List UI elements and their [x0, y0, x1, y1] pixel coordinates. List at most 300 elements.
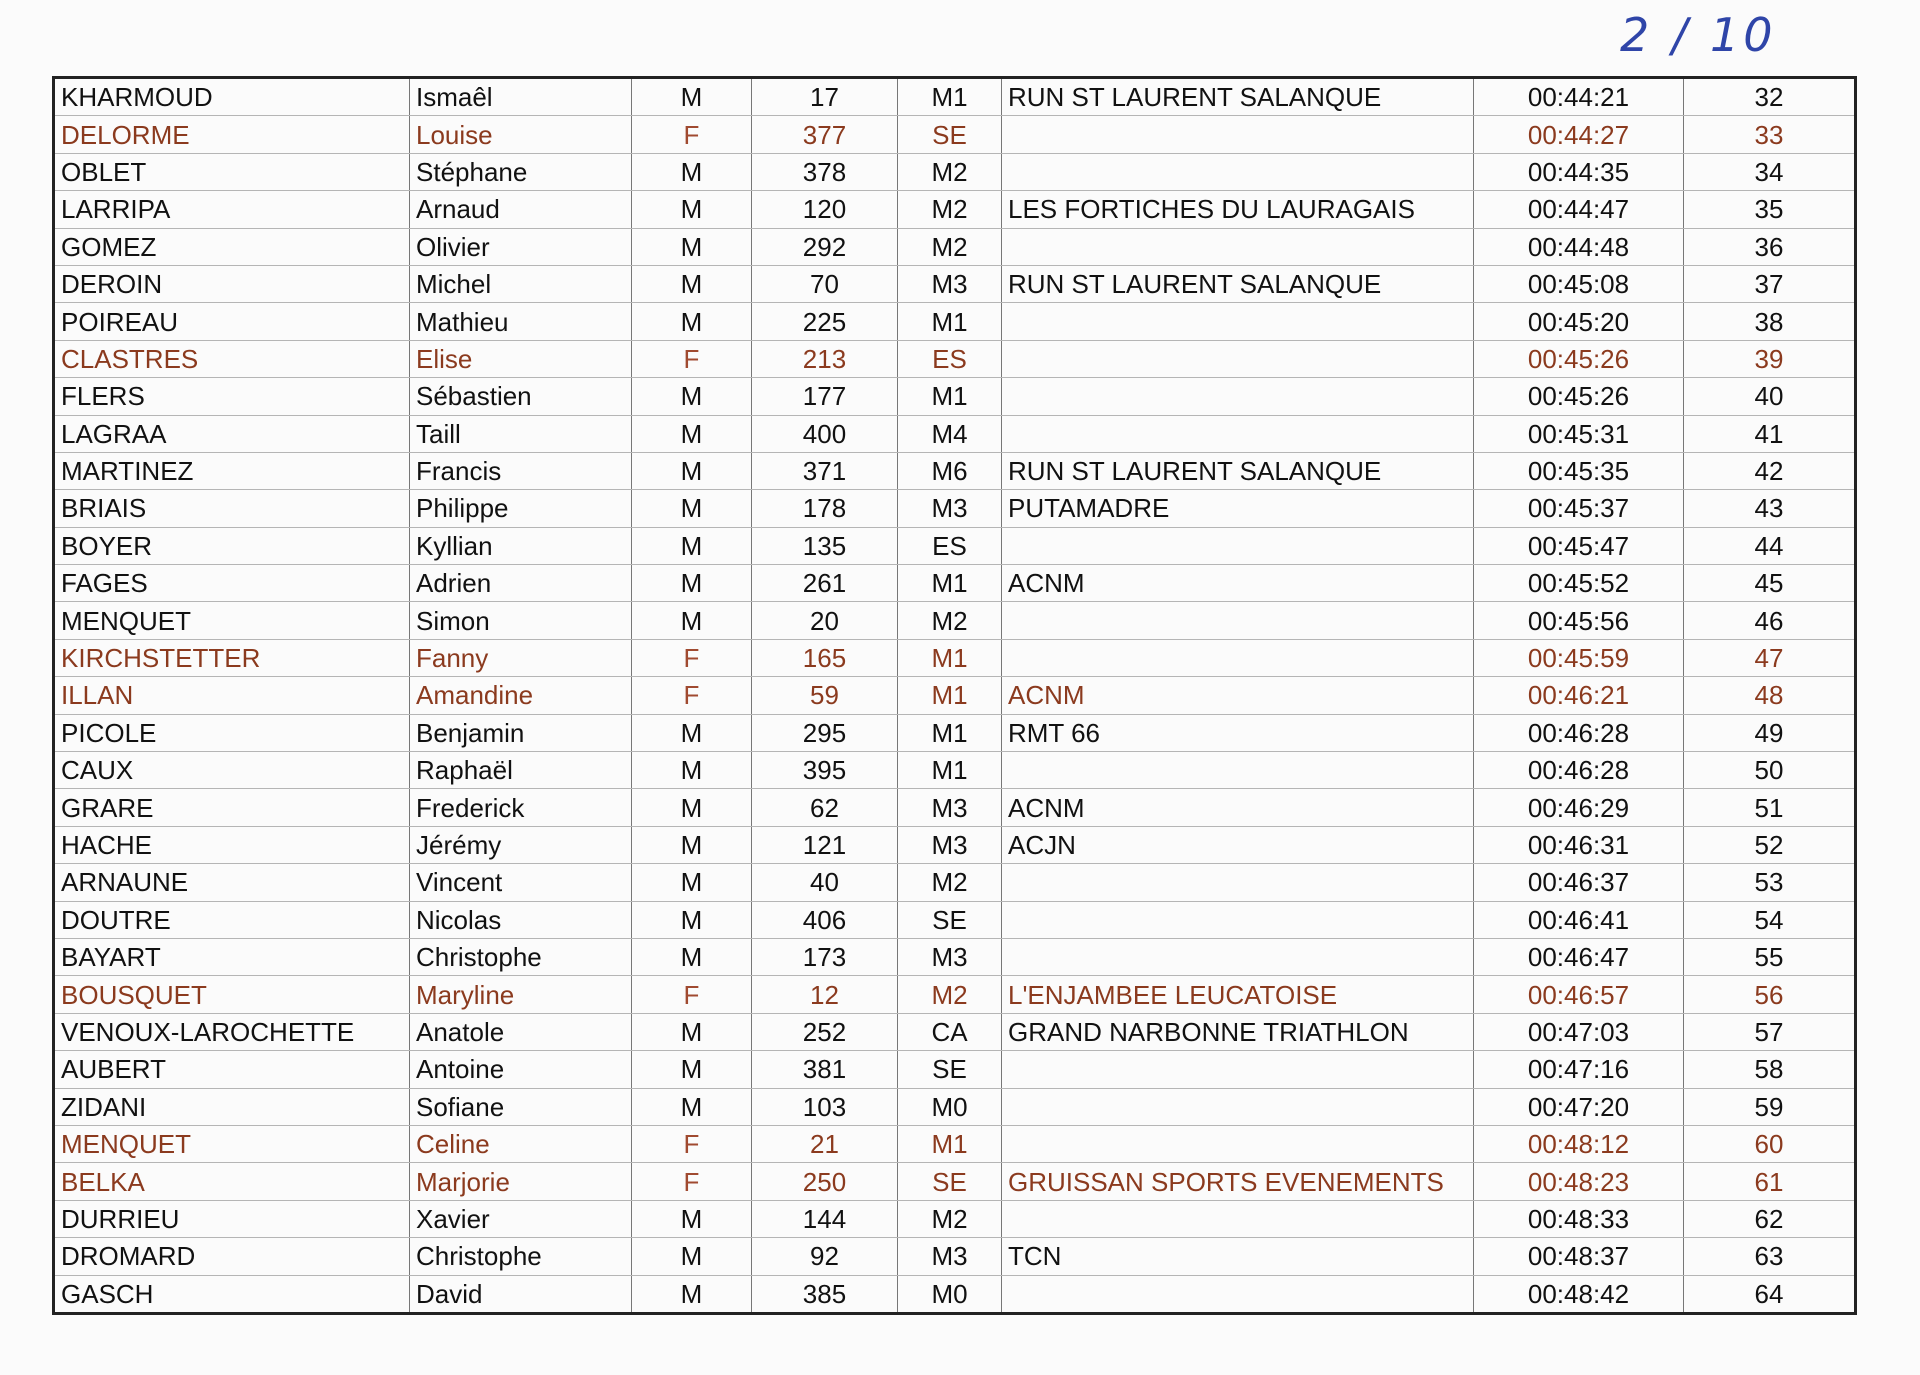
- club-cell: [1002, 1088, 1474, 1125]
- rank-cell: 64: [1684, 1275, 1856, 1313]
- rank-cell: 51: [1684, 789, 1856, 826]
- time-cell: 00:45:59: [1474, 639, 1684, 676]
- lastname-cell: GASCH: [61, 1278, 154, 1309]
- category-cell: M2: [898, 191, 1002, 228]
- lastname-cell: CLASTRES: [54, 340, 410, 377]
- time-cell: 00:46:57: [1474, 976, 1684, 1013]
- firstname-cell: Vincent: [410, 864, 632, 901]
- club-cell: [1002, 602, 1474, 639]
- category-cell: M2: [898, 153, 1002, 190]
- sex-cell: M: [632, 938, 752, 975]
- rank-cell: 40: [1684, 378, 1856, 415]
- firstname-cell: Adrien: [410, 565, 632, 602]
- bib-number-cell: 70: [752, 265, 898, 302]
- sex-cell: M: [632, 527, 752, 564]
- lastname-cell: MENQUET: [54, 602, 410, 639]
- firstname-cell: Amandine: [410, 677, 632, 714]
- table-row: [54, 378, 1856, 415]
- lastname-cell: DURRIEU: [54, 1200, 410, 1237]
- table-row: [54, 340, 1856, 377]
- lastname-cell: VENOUX-LAROCHETTE: [54, 1013, 410, 1050]
- time-cell: 00:44:27: [1474, 116, 1684, 153]
- table-row: [54, 153, 1856, 190]
- table-row: [54, 228, 1856, 265]
- club-cell: L'ENJAMBEE LEUCATOISE: [1002, 976, 1474, 1013]
- firstname-cell: Maryline: [410, 976, 632, 1013]
- time-cell: 00:48:37: [1474, 1238, 1684, 1275]
- sex-cell: M: [632, 303, 752, 340]
- rank-cell: 32: [1684, 78, 1856, 116]
- rank-cell: 50: [1684, 752, 1856, 789]
- firstname-cell: Arnaud: [410, 191, 632, 228]
- sex-cell: M: [632, 864, 752, 901]
- rank-cell: 35: [1684, 191, 1856, 228]
- time-cell: 00:47:16: [1474, 1051, 1684, 1088]
- sex-cell: M: [632, 752, 752, 789]
- table-row: [54, 1238, 1856, 1275]
- lastname-cell: POIREAU: [54, 303, 410, 340]
- table-row: [54, 78, 1856, 116]
- club-cell: [1002, 1275, 1474, 1313]
- rank-cell: 38: [1684, 303, 1856, 340]
- category-cell: SE: [898, 901, 1002, 938]
- club-cell: [1002, 527, 1474, 564]
- firstname-cell: Raphaël: [410, 752, 632, 789]
- table-row: [54, 938, 1856, 975]
- table-row: [54, 265, 1856, 302]
- rank-cell: 36: [1684, 228, 1856, 265]
- rank-cell: 37: [1684, 265, 1856, 302]
- lastname-cell: FAGES: [54, 565, 410, 602]
- rank-cell: 56: [1684, 976, 1856, 1013]
- bib-number-cell: 225: [752, 303, 898, 340]
- time-cell: 00:46:41: [1474, 901, 1684, 938]
- category-cell: M2: [898, 976, 1002, 1013]
- category-cell: M1: [898, 378, 1002, 415]
- category-cell: M1: [898, 677, 1002, 714]
- time-cell: 00:46:28: [1474, 752, 1684, 789]
- club-cell: [1002, 1200, 1474, 1237]
- time-cell: 00:45:08: [1474, 265, 1684, 302]
- sex-cell: M: [632, 1238, 752, 1275]
- time-cell: 00:45:47: [1474, 527, 1684, 564]
- sex-cell: F: [632, 677, 752, 714]
- bib-number-cell: 378: [752, 153, 898, 190]
- firstname-cell: Sébastien: [410, 378, 632, 415]
- lastname-cell: MENQUET: [54, 1125, 410, 1162]
- category-cell: M3: [898, 789, 1002, 826]
- table-row: [54, 527, 1856, 564]
- rank-cell: 63: [1684, 1238, 1856, 1275]
- firstname-cell: Nicolas: [410, 901, 632, 938]
- bib-number-cell: 40: [752, 864, 898, 901]
- club-cell: ACJN: [1002, 826, 1474, 863]
- sex-cell: M: [632, 490, 752, 527]
- category-cell: SE: [898, 1163, 1002, 1200]
- rank-cell: 48: [1684, 677, 1856, 714]
- lastname-cell: KIRCHSTETTER: [54, 639, 410, 676]
- bib-number-cell: 62: [752, 789, 898, 826]
- category-cell: M1: [898, 303, 1002, 340]
- sex-cell: M: [632, 826, 752, 863]
- club-cell: ACNM: [1002, 677, 1474, 714]
- club-cell: [1002, 378, 1474, 415]
- rank-cell: 45: [1684, 565, 1856, 602]
- lastname-cell: DEROIN: [54, 265, 410, 302]
- firstname-cell: Stéphane: [410, 153, 632, 190]
- club-cell: [1002, 303, 1474, 340]
- category-cell: M2: [898, 864, 1002, 901]
- bib-number-cell: 135: [752, 527, 898, 564]
- bib-number-cell: 165: [752, 639, 898, 676]
- page-number: 2 / 10: [1620, 8, 1777, 62]
- time-cell: 00:44:21: [1474, 78, 1684, 116]
- category-cell: M3: [898, 826, 1002, 863]
- sex-cell: F: [632, 639, 752, 676]
- firstname-cell: Antoine: [410, 1051, 632, 1088]
- club-cell: [1002, 864, 1474, 901]
- bib-number-cell: 17: [752, 78, 898, 116]
- time-cell: 00:44:47: [1474, 191, 1684, 228]
- rank-cell: 49: [1684, 714, 1856, 751]
- category-cell: M3: [898, 1238, 1002, 1275]
- rank-cell: 44: [1684, 527, 1856, 564]
- club-cell: [1002, 1125, 1474, 1162]
- category-cell: M3: [898, 490, 1002, 527]
- table-row: [54, 1088, 1856, 1125]
- bib-number-cell: 12: [752, 976, 898, 1013]
- rank-cell: 52: [1684, 826, 1856, 863]
- time-cell: 00:45:35: [1474, 452, 1684, 489]
- table-row: [54, 677, 1856, 714]
- bib-number-cell: 295: [752, 714, 898, 751]
- time-cell: 00:45:56: [1474, 602, 1684, 639]
- bib-number-cell: 252: [752, 1013, 898, 1050]
- category-cell: M1: [898, 565, 1002, 602]
- bib-number-cell: 120: [752, 191, 898, 228]
- sex-cell: F: [632, 1125, 752, 1162]
- sex-cell: M: [632, 265, 752, 302]
- rank-cell: 60: [1684, 1125, 1856, 1162]
- firstname-cell: Anatole: [410, 1013, 632, 1050]
- club-cell: LES FORTICHES DU LAURAGAIS: [1002, 191, 1474, 228]
- time-cell: 00:46:47: [1474, 938, 1684, 975]
- rank-cell: 53: [1684, 864, 1856, 901]
- table-row: [54, 1051, 1856, 1088]
- table-row: [54, 1163, 1856, 1200]
- firstname-cell: Celine: [410, 1125, 632, 1162]
- lastname-cell: BELKA: [54, 1163, 410, 1200]
- firstname-cell: Michel: [410, 265, 632, 302]
- bib-number-cell: 173: [752, 938, 898, 975]
- bib-number-cell: 144: [752, 1200, 898, 1237]
- club-cell: [1002, 415, 1474, 452]
- time-cell: 00:45:20: [1474, 303, 1684, 340]
- bib-number-cell: 371: [752, 452, 898, 489]
- rank-cell: 62: [1684, 1200, 1856, 1237]
- time-cell: 00:45:26: [1474, 340, 1684, 377]
- sex-cell: M: [632, 602, 752, 639]
- category-cell: SE: [898, 116, 1002, 153]
- rank-cell: 55: [1684, 938, 1856, 975]
- firstname-cell: Xavier: [410, 1200, 632, 1237]
- sex-cell: M: [632, 714, 752, 751]
- firstname-cell: Marjorie: [410, 1163, 632, 1200]
- rank-cell: 41: [1684, 415, 1856, 452]
- lastname-cell: GOMEZ: [54, 228, 410, 265]
- lastname-cell: OBLET: [54, 153, 410, 190]
- club-cell: RUN ST LAURENT SALANQUE: [1002, 78, 1474, 116]
- table-row: [54, 415, 1856, 452]
- bib-number-cell: 385: [752, 1275, 898, 1313]
- lastname-cell: CAUX: [54, 752, 410, 789]
- table-row: [54, 1275, 1856, 1313]
- sex-cell: M: [632, 415, 752, 452]
- sex-cell: M: [632, 228, 752, 265]
- bib-number-cell: 21: [752, 1125, 898, 1162]
- time-cell: 00:45:31: [1474, 415, 1684, 452]
- sex-cell: F: [632, 976, 752, 1013]
- rank-cell: 33: [1684, 116, 1856, 153]
- firstname-cell: Francis: [410, 452, 632, 489]
- firstname-cell: Sofiane: [410, 1088, 632, 1125]
- category-cell: ES: [898, 340, 1002, 377]
- table-row: [54, 826, 1856, 863]
- sex-cell: M: [632, 1051, 752, 1088]
- category-cell: M1: [898, 714, 1002, 751]
- firstname-cell: Philippe: [410, 490, 632, 527]
- category-cell: M4: [898, 415, 1002, 452]
- category-cell: M1: [898, 752, 1002, 789]
- bib-number-cell: 20: [752, 602, 898, 639]
- club-cell: [1002, 901, 1474, 938]
- club-cell: [1002, 340, 1474, 377]
- club-cell: ACNM: [1002, 789, 1474, 826]
- table-row: [54, 303, 1856, 340]
- time-cell: 00:48:42: [1474, 1275, 1684, 1313]
- firstname-cell: Christophe: [410, 938, 632, 975]
- lastname-cell: FLERS: [54, 378, 410, 415]
- table-row: [54, 1200, 1856, 1237]
- bib-number-cell: 103: [752, 1088, 898, 1125]
- firstname-cell: Benjamin: [410, 714, 632, 751]
- rank-cell: 46: [1684, 602, 1856, 639]
- sex-cell: M: [632, 1200, 752, 1237]
- time-cell: 00:44:48: [1474, 228, 1684, 265]
- sex-cell: M: [632, 565, 752, 602]
- bib-number-cell: 213: [752, 340, 898, 377]
- results-table: [52, 76, 1857, 1315]
- lastname-cell: HACHE: [54, 826, 410, 863]
- lastname-cell: DROMARD: [54, 1238, 410, 1275]
- club-cell: [1002, 116, 1474, 153]
- club-cell: RUN ST LAURENT SALANQUE: [1002, 265, 1474, 302]
- table-row: [54, 752, 1856, 789]
- sex-cell: F: [632, 340, 752, 377]
- rank-cell: 47: [1684, 639, 1856, 676]
- lastname-cell: BOUSQUET: [54, 976, 410, 1013]
- category-cell: M2: [898, 602, 1002, 639]
- category-cell: M0: [898, 1088, 1002, 1125]
- firstname-cell: Simon: [410, 602, 632, 639]
- time-cell: 00:46:37: [1474, 864, 1684, 901]
- club-cell: [1002, 752, 1474, 789]
- table-row: [54, 490, 1856, 527]
- firstname-cell: Elise: [410, 340, 632, 377]
- lastname-cell: BOYER: [54, 527, 410, 564]
- table-row: [54, 1125, 1856, 1162]
- time-cell: 00:44:35: [1474, 153, 1684, 190]
- bib-number-cell: 292: [752, 228, 898, 265]
- rank-cell: 43: [1684, 490, 1856, 527]
- table-row: [54, 452, 1856, 489]
- bib-number-cell: 59: [752, 677, 898, 714]
- category-cell: M3: [898, 265, 1002, 302]
- bib-number-cell: 92: [752, 1238, 898, 1275]
- bib-number-cell: 400: [752, 415, 898, 452]
- sex-cell: M: [632, 1088, 752, 1125]
- lastname-cell: BAYART: [54, 938, 410, 975]
- lastname-cell: ILLAN: [54, 677, 410, 714]
- rank-cell: 42: [1684, 452, 1856, 489]
- club-cell: [1002, 1051, 1474, 1088]
- bib-number-cell: 177: [752, 378, 898, 415]
- table-row: [54, 714, 1856, 751]
- sex-cell: M: [632, 153, 752, 190]
- firstname-cell: Mathieu: [410, 303, 632, 340]
- time-cell: 00:47:20: [1474, 1088, 1684, 1125]
- firstname-cell: David: [410, 1275, 632, 1313]
- table-row: [54, 901, 1856, 938]
- table-row: [54, 864, 1856, 901]
- sex-cell: M: [632, 901, 752, 938]
- bib-number-cell: 178: [752, 490, 898, 527]
- lastname-cell: GRARE: [54, 789, 410, 826]
- club-cell: [1002, 228, 1474, 265]
- club-cell: ACNM: [1002, 565, 1474, 602]
- sex-cell: M: [632, 78, 752, 116]
- lastname-cell: DOUTRE: [54, 901, 410, 938]
- time-cell: 00:48:23: [1474, 1163, 1684, 1200]
- lastname-cell: DELORME: [54, 116, 410, 153]
- time-cell: 00:48:33: [1474, 1200, 1684, 1237]
- results-body: [54, 78, 1856, 1314]
- sex-cell: M: [632, 191, 752, 228]
- rank-cell: 58: [1684, 1051, 1856, 1088]
- rank-cell: 34: [1684, 153, 1856, 190]
- category-cell: M1: [898, 639, 1002, 676]
- category-cell: M6: [898, 452, 1002, 489]
- sex-cell: F: [632, 116, 752, 153]
- table-row: [54, 565, 1856, 602]
- table-row: [54, 976, 1856, 1013]
- rank-cell: 59: [1684, 1088, 1856, 1125]
- category-cell: M1: [898, 78, 1002, 116]
- lastname-cell: AUBERT: [54, 1051, 410, 1088]
- sex-cell: M: [632, 1275, 752, 1313]
- time-cell: 00:46:28: [1474, 714, 1684, 751]
- time-cell: 00:48:12: [1474, 1125, 1684, 1162]
- sex-cell: M: [632, 378, 752, 415]
- firstname-cell: Fanny: [410, 639, 632, 676]
- category-cell: M0: [898, 1275, 1002, 1313]
- bib-number-cell: 381: [752, 1051, 898, 1088]
- rank-cell: 57: [1684, 1013, 1856, 1050]
- club-cell: [1002, 153, 1474, 190]
- club-cell: TCN: [1002, 1238, 1474, 1275]
- firstname-cell: Christophe: [410, 1238, 632, 1275]
- lastname-cell: ARNAUNE: [54, 864, 410, 901]
- lastname-cell: KHARMOUD: [54, 78, 410, 116]
- firstname-cell: Jérémy: [410, 826, 632, 863]
- club-cell: GRUISSAN SPORTS EVENEMENTS: [1002, 1163, 1474, 1200]
- bib-number-cell: 406: [752, 901, 898, 938]
- category-cell: CA: [898, 1013, 1002, 1050]
- bib-number-cell: 377: [752, 116, 898, 153]
- time-cell: 00:46:21: [1474, 677, 1684, 714]
- time-cell: 00:45:52: [1474, 565, 1684, 602]
- time-cell: 00:45:37: [1474, 490, 1684, 527]
- sex-cell: M: [632, 1013, 752, 1050]
- table-row: [54, 639, 1856, 676]
- lastname-cell: ZIDANI: [54, 1088, 410, 1125]
- time-cell: 00:47:03: [1474, 1013, 1684, 1050]
- club-cell: RUN ST LAURENT SALANQUE: [1002, 452, 1474, 489]
- category-cell: M3: [898, 938, 1002, 975]
- firstname-cell: Kyllian: [410, 527, 632, 564]
- sex-cell: F: [632, 1163, 752, 1200]
- category-cell: ES: [898, 527, 1002, 564]
- rank-cell: 54: [1684, 901, 1856, 938]
- lastname-cell: MARTINEZ: [54, 452, 410, 489]
- lastname-cell: BRIAIS: [54, 490, 410, 527]
- sex-cell: M: [632, 452, 752, 489]
- table-row: [54, 116, 1856, 153]
- club-cell: GRAND NARBONNE TRIATHLON: [1002, 1013, 1474, 1050]
- firstname-cell: Ismaêl: [410, 78, 632, 116]
- lastname-cell: PICOLE: [54, 714, 410, 751]
- category-cell: M2: [898, 1200, 1002, 1237]
- bib-number-cell: 395: [752, 752, 898, 789]
- firstname-cell: Louise: [410, 116, 632, 153]
- time-cell: 00:46:31: [1474, 826, 1684, 863]
- lastname-cell: LAGRAA: [54, 415, 410, 452]
- club-cell: PUTAMADRE: [1002, 490, 1474, 527]
- time-cell: 00:45:26: [1474, 378, 1684, 415]
- firstname-cell: Olivier: [410, 228, 632, 265]
- firstname-cell: Frederick: [410, 789, 632, 826]
- club-cell: [1002, 938, 1474, 975]
- table-row: [54, 789, 1856, 826]
- club-cell: [1002, 639, 1474, 676]
- sex-cell: M: [632, 789, 752, 826]
- table-row: [54, 1013, 1856, 1050]
- rank-cell: 39: [1684, 340, 1856, 377]
- bib-number-cell: 261: [752, 565, 898, 602]
- bib-number-cell: 250: [752, 1163, 898, 1200]
- club-cell: RMT 66: [1002, 714, 1474, 751]
- bib-number-cell: 121: [752, 826, 898, 863]
- lastname-cell: LARRIPA: [54, 191, 410, 228]
- category-cell: M2: [898, 228, 1002, 265]
- table-row: [54, 602, 1856, 639]
- time-cell: 00:46:29: [1474, 789, 1684, 826]
- firstname-cell: Taill: [410, 415, 632, 452]
- category-cell: SE: [898, 1051, 1002, 1088]
- table-row: [54, 191, 1856, 228]
- category-cell: M1: [898, 1125, 1002, 1162]
- rank-cell: 61: [1684, 1163, 1856, 1200]
